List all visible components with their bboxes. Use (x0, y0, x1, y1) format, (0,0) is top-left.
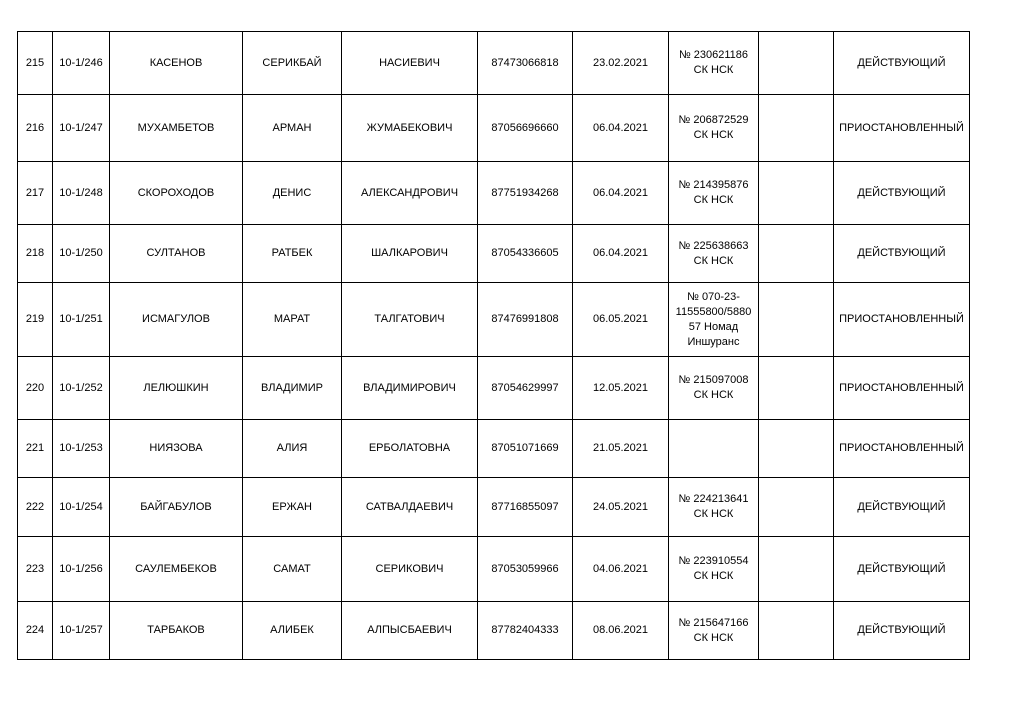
insurance-cell (669, 95, 759, 162)
table-row (18, 283, 970, 357)
date-cell: 06.04.2021 (573, 95, 669, 162)
status-cell: ПРИОСТАНОВЛЕННЫЙ (834, 357, 970, 420)
insurance-cell (669, 357, 759, 420)
status-cell: ДЕЙСТВУЮЩИЙ (834, 537, 970, 602)
insurance-line: № 215647166 (678, 616, 749, 629)
insurance-line: № 206872529 (678, 114, 749, 126)
insurance-line: СК НСК (693, 129, 734, 141)
first-name-cell: САМАТ (243, 537, 342, 602)
first-name-cell: ЕРЖАН (243, 478, 342, 537)
registration-number-cell: 10-1/246 (53, 32, 110, 95)
insurance-line: СК НСК (693, 631, 734, 644)
status-cell: ДЕЙСТВУЮЩИЙ (834, 478, 970, 537)
empty-cell (759, 602, 834, 660)
registration-number-cell: 10-1/253 (53, 420, 110, 478)
row-number-cell: 215 (18, 32, 53, 95)
insurance-line: № 224213641 (678, 493, 749, 505)
last-name-cell: БАЙГАБУЛОВ (110, 478, 243, 537)
patronymic-cell: НАСИЕВИЧ (342, 32, 478, 95)
row-number-cell: 224 (18, 602, 53, 660)
registration-number-cell: 10-1/250 (53, 225, 110, 283)
insurance-cell (669, 162, 759, 225)
insurance-line: № 223910554 (678, 555, 749, 567)
phone-cell: 87053059966 (478, 537, 573, 602)
empty-cell (759, 357, 834, 420)
last-name-cell: НИЯЗОВА (110, 420, 243, 478)
first-name-cell: РАТБЕК (243, 225, 342, 283)
insurance-line: № 230621186 (678, 49, 749, 61)
patronymic-cell: ЖУМАБЕКОВИЧ (342, 95, 478, 162)
registration-number-cell: 10-1/254 (53, 478, 110, 537)
status-cell: ДЕЙСТВУЮЩИЙ (834, 162, 970, 225)
empty-cell (759, 95, 834, 162)
insurance-line: СК НСК (693, 570, 734, 582)
phone-cell: 87054629997 (478, 357, 573, 420)
phone-cell: 87056696660 (478, 95, 573, 162)
insurance-cell (669, 283, 759, 357)
insurance-line: № 225638663 (678, 239, 749, 252)
date-cell: 12.05.2021 (573, 357, 669, 420)
last-name-cell: СУЛТАНОВ (110, 225, 243, 283)
date-cell: 21.05.2021 (573, 420, 669, 478)
date-cell: 23.02.2021 (573, 32, 669, 95)
table-row (18, 357, 970, 420)
empty-cell (759, 420, 834, 478)
row-number-cell: 217 (18, 162, 53, 225)
registration-number-cell: 10-1/257 (53, 602, 110, 660)
phone-cell: 87782404333 (478, 602, 573, 660)
patronymic-cell: АЛЕКСАНДРОВИЧ (342, 162, 478, 225)
last-name-cell: СКОРОХОДОВ (110, 162, 243, 225)
first-name-cell: АЛИЯ (243, 420, 342, 478)
date-cell: 06.05.2021 (573, 283, 669, 357)
insurance-cell (669, 537, 759, 602)
status-cell: ДЕЙСТВУЮЩИЙ (834, 602, 970, 660)
empty-cell (759, 478, 834, 537)
first-name-cell: АРМАН (243, 95, 342, 162)
empty-cell (759, 283, 834, 357)
first-name-cell: ВЛАДИМИР (243, 357, 342, 420)
registration-number-cell: 10-1/256 (53, 537, 110, 602)
insurance-cell (669, 478, 759, 537)
table-row (18, 420, 970, 478)
patronymic-cell: ШАЛКАРОВИЧ (342, 225, 478, 283)
status-cell: ДЕЙСТВУЮЩИЙ (834, 225, 970, 283)
phone-cell: 87751934268 (478, 162, 573, 225)
first-name-cell: АЛИБЕК (243, 602, 342, 660)
date-cell: 08.06.2021 (573, 602, 669, 660)
date-cell: 04.06.2021 (573, 537, 669, 602)
row-number-cell: 216 (18, 95, 53, 162)
phone-cell: 87476991808 (478, 283, 573, 357)
registry-table-body (18, 32, 970, 660)
insurance-line: СК НСК (693, 508, 734, 520)
insurance-line: № 070-23- (687, 290, 740, 303)
phone-cell: 87054336605 (478, 225, 573, 283)
table-row (18, 225, 970, 283)
last-name-cell: ИСМАГУЛОВ (110, 283, 243, 357)
status-cell: ПРИОСТАНОВЛЕННЫЙ (834, 420, 970, 478)
date-cell: 06.04.2021 (573, 162, 669, 225)
last-name-cell: ЛЕЛЮШКИН (110, 357, 243, 420)
insurance-line: 57 Номад (688, 320, 739, 333)
last-name-cell: МУХАМБЕТОВ (110, 95, 243, 162)
insurance-line: № 214395876 (678, 179, 749, 191)
status-cell: ДЕЙСТВУЮЩИЙ (834, 32, 970, 95)
table-row (18, 602, 970, 660)
first-name-cell: ДЕНИС (243, 162, 342, 225)
insurance-line: СК НСК (693, 389, 734, 401)
phone-cell: 87051071669 (478, 420, 573, 478)
insurance-line: СК НСК (693, 194, 734, 206)
patronymic-cell: ВЛАДИМИРОВИЧ (342, 357, 478, 420)
status-cell: ПРИОСТАНОВЛЕННЫЙ (834, 95, 970, 162)
row-number-cell: 221 (18, 420, 53, 478)
row-number-cell: 218 (18, 225, 53, 283)
insurance-line: СК НСК (693, 254, 734, 267)
row-number-cell: 219 (18, 283, 53, 357)
registration-number-cell: 10-1/247 (53, 95, 110, 162)
patronymic-cell: АЛПЫСБАЕВИЧ (342, 602, 478, 660)
table-row (18, 537, 970, 602)
insurance-line: № 215097008 (678, 374, 749, 386)
insurance-cell (669, 225, 759, 283)
phone-cell: 87473066818 (478, 32, 573, 95)
date-cell: 06.04.2021 (573, 225, 669, 283)
registration-number-cell: 10-1/251 (53, 283, 110, 357)
insurance-line: 11555800/5880 (675, 305, 752, 318)
first-name-cell: МАРАТ (243, 283, 342, 357)
row-number-cell: 223 (18, 537, 53, 602)
registration-number-cell: 10-1/248 (53, 162, 110, 225)
insurance-cell (669, 602, 759, 660)
insurance-line: СК НСК (693, 64, 734, 76)
patronymic-cell: ТАЛГАТОВИЧ (342, 283, 478, 357)
row-number-cell: 222 (18, 478, 53, 537)
empty-cell (759, 162, 834, 225)
status-cell: ПРИОСТАНОВЛЕННЫЙ (834, 283, 970, 357)
patronymic-cell: ЕРБОЛАТОВНА (342, 420, 478, 478)
insurance-cell (669, 420, 759, 478)
first-name-cell: СЕРИКБАЙ (243, 32, 342, 95)
patronymic-cell: САТВАЛДАЕВИЧ (342, 478, 478, 537)
last-name-cell: САУЛЕМБЕКОВ (110, 537, 243, 602)
last-name-cell: КАСЕНОВ (110, 32, 243, 95)
empty-cell (759, 225, 834, 283)
table-row (18, 162, 970, 225)
last-name-cell: ТАРБАКОВ (110, 602, 243, 660)
registration-number-cell: 10-1/252 (53, 357, 110, 420)
table-row (18, 478, 970, 537)
insurance-cell (669, 32, 759, 95)
patronymic-cell: СЕРИКОВИЧ (342, 537, 478, 602)
registry-table (17, 31, 970, 660)
empty-cell (759, 32, 834, 95)
date-cell: 24.05.2021 (573, 478, 669, 537)
insurance-line: Иншуранс (687, 335, 740, 348)
phone-cell: 87716855097 (478, 478, 573, 537)
table-row (18, 32, 970, 95)
table-row (18, 95, 970, 162)
empty-cell (759, 537, 834, 602)
row-number-cell: 220 (18, 357, 53, 420)
